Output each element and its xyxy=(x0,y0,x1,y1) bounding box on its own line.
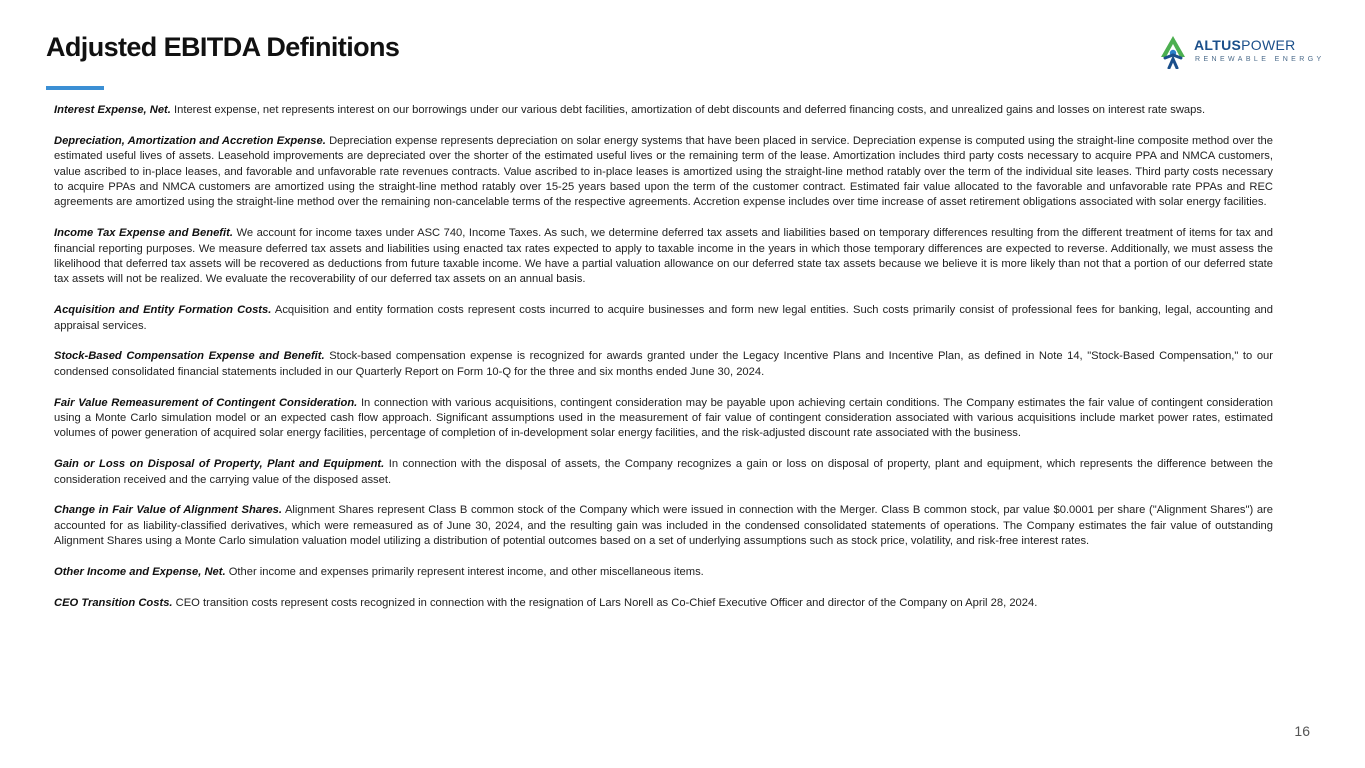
definition-text: In connection with various acquisitions, contingent consideration may be payable upon achieving certain conditions. The Company estimates the fair value of contingent consideration using a Monte Carlo simulation model or an expected cash flow approach. Significant assumptions used in the measurement of fair value of contingent consideration associated with various acquisitions include market power rates, estimated volumes of power generation of acquired solar energy facilities, percentage of completion of in-development solar energy facilities, and the risk-adjusted discount rate associated with the business. xyxy=(54,396,1273,440)
definition-text: CEO transition costs represent costs recognized in connection with the resignation of Lars Norell as Co-Chief Executive Officer and director of the Company on April 28, 2024. xyxy=(175,596,1038,609)
altus-power-logo xyxy=(1158,35,1325,69)
definitions-list xyxy=(54,103,1273,627)
definition-item xyxy=(54,134,1273,211)
definition-text: We account for income taxes under ASC 740, Income Taxes. As such, we determine deferred tax assets and liabilities based on temporary differences resulting from the different treatment of items for tax and financial reporting purposes. We measure deferred tax assets and liabilities using enacted tax rates expected to apply to taxable income in the years in which those temporary differences are expected to reverse. Additionally, we must assess the likelihood that deferred tax assets will be recovered as deductions from future taxable income. We have a partial valuation allowance on our deferred state tax assets because we believe it is more likely than not that a portion of our deferred state tax assets will not be realized. We evaluate the recoverability of our deferred tax assets on an annual basis. xyxy=(54,227,1274,286)
definition-term: Fair Value Remeasurement of Contingent Consideration. xyxy=(54,396,358,409)
definition-item xyxy=(54,103,1273,118)
definition-text: Depreciation expense represents depreciation on solar energy systems that have been placed in service. Depreciation expense is computed using the straight-line composite method over the estimated useful lives of assets. Leasehold improvements are depreciated over the shorter of the estimated useful lives or the remaining term of the lease. Amortization includes third party costs necessary to acquire PPA and NMCA customers, value ascribed to in-place leases, and favorable and unfavorable rate revenues contracts. Value ascribed to in-place leases is amortized using the straight-line method ratably over the term of the individual site leases. Third party costs necessary to acquire PPAs and NMCA customers are amortized using the straight-line method ratably over 15-25 years based upon the term of the customer contract. Estimated fair value allocated to the favorable and unfavorable rate PPAs and REC agreements are amortized using the straight-line method over the remaining non-cancelable terms of the respective agreements. Accretion expense includes over time increase of asset retirement obligations associated with solar energy facilities. xyxy=(54,134,1273,209)
definition-term: Stock-Based Compensation Expense and Benefit. xyxy=(54,350,325,363)
definition-text: Alignment Shares represent Class B common stock of the Company which were issued in connection with the Merger. Class B common stock, par value $0.0001 per share ("Alignment Shares") are accounted for as liability-classified derivatives, which were remeasured as of June 30, 2024, and the resulting gain was included in the condensed consolidated statements of operations. The Company estimates the fair value of outstanding Alignment Shares using a Monte Carlo simulation valuation model utilizing a distribution of potential outcomes based on a set of underlying assumptions such as stock price, volatility, and risk-free interest rates. xyxy=(54,504,1273,548)
definition-item xyxy=(54,349,1273,380)
definition-item xyxy=(54,596,1273,611)
definition-text: Other income and expenses primarily represent interest income, and other miscellaneous items. xyxy=(228,566,704,579)
page-title: Adjusted EBITDA Definitions xyxy=(46,32,400,62)
altus-power-logo-icon xyxy=(1158,35,1188,69)
logo-brand-strong: ALTUS xyxy=(1194,37,1242,53)
logo-brand-light: POWER xyxy=(1241,37,1296,53)
page-number: 16 xyxy=(1294,723,1310,739)
definition-term: Acquisition and Entity Formation Costs. xyxy=(54,304,272,317)
definition-item xyxy=(54,457,1273,488)
definition-term: Interest Expense, Net. xyxy=(54,104,171,116)
definition-item xyxy=(54,503,1273,549)
definition-term: Other Income and Expense, Net. xyxy=(54,566,226,579)
definition-item xyxy=(54,396,1273,442)
logo-tagline: RENEWABLE ENERGY xyxy=(1195,56,1325,63)
definition-term: Change in Fair Value of Alignment Shares. xyxy=(54,504,282,517)
definition-item xyxy=(54,303,1273,334)
definition-text: Stock-based compensation expense is recognized for awards granted under the Legacy Incentive Plans and Incentive Plan, as defined in Note 14, "Stock-Based Compensation," to our condensed consolidated financial statements included in our Quarterly Report on Form 10-Q for the three and six months ended June 30, 2024. xyxy=(54,350,1273,378)
logo-wordmark xyxy=(1194,37,1296,53)
definition-item xyxy=(54,565,1273,580)
definition-term: CEO Transition Costs. xyxy=(54,596,173,609)
definition-term: Income Tax Expense and Benefit. xyxy=(54,227,233,240)
title-accent-bar xyxy=(46,86,104,90)
definition-term: Gain or Loss on Disposal of Property, Plant and Equipment. xyxy=(54,458,385,471)
definition-term: Depreciation, Amortization and Accretion Expense. xyxy=(54,134,326,147)
definition-text: Interest expense, net represents interest on our borrowings under our various debt facilities, amortization of debt discounts and deferred financing costs, and unrealized gains and losses on interest rate swaps. xyxy=(174,104,1206,116)
definition-text: In connection with the disposal of assets, the Company recognizes a gain or loss on disposal of property, plant and equipment, which represents the difference between the consideration received and the carrying value of the disposed asset. xyxy=(54,458,1274,486)
definition-item xyxy=(54,226,1273,288)
definition-text: Acquisition and entity formation costs represent costs incurred to acquire businesses and form new legal entities. Such costs primarily consist of professional fees for banking, legal, accounting and appraisal services. xyxy=(54,304,1273,332)
